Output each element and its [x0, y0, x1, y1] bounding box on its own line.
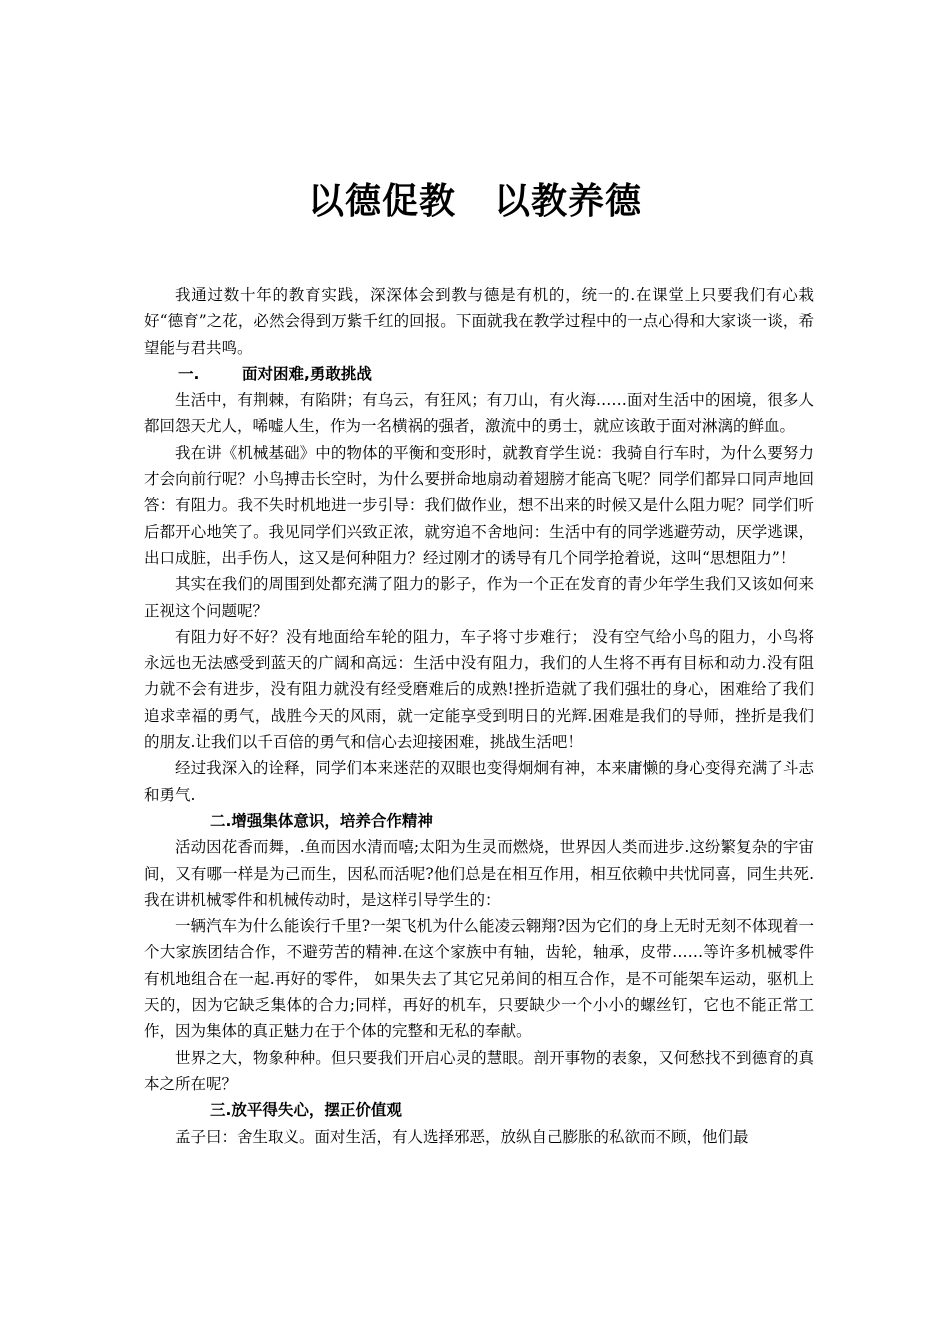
section-2-heading: 二.增强集体意识，培养合作精神: [210, 811, 433, 830]
document-body: [144, 282, 814, 1150]
section-3-heading: 三.放平得失心，摆正价值观: [210, 1101, 402, 1120]
paragraph: 有阻力好不好？没有地面给车轮的阻力，车子将寸步难行； 没有空气给小鸟的阻力，小鸟将永远也无法感受到蓝天的广阔和高远：生活中没有阻力，我们的人生将不再有目标和动力.没有阻力就不会有进步，没有阻力就没有经受磨难后的成熟!挫折造就了我们强壮的身心，困难给了我们追求幸福的勇气，战胜今天的风雨，就一定能享受到明日的光辉.困难是我们的导师，挫折是我们的朋友.让我们以千百倍的勇气和信心去迎接困难，挑战生活吧！: [144, 627, 814, 752]
section-1-number: 一.: [178, 364, 200, 383]
paragraph: 孟子曰：舍生取义。面对生活，有人选择邪恶，放纵自己膨胀的私欲而不顾，他们最: [175, 1127, 749, 1146]
paragraph: 生活中，有荆棘，有陷阱；有乌云，有狂风；有刀山，有火海……面对生活中的困境，很多人都回怨天尤人，唏嘘人生，作为一名横祸的强者，激流中的勇士，就应该敢于面对淋漓的鲜血。: [144, 391, 814, 436]
paragraph: 一辆汽车为什么能诶行千里?一架飞机为什么能凌云翱翔?因为它们的身上无时无刻不体现着一个大家族团结合作，不避劳苦的精神.在这个家族中有轴，齿轮，轴承，皮带……等许多机械零件有机地组合在一起.再好的零件， 如果失去了其它兄弟间的相互合作，是不可能架车运动，驱机上天的，因为它缺乏集体的合力;同样，再好的机车，只要缺少一个小小的螺丝钉，它也不能正常工作，因为集体的真正魅力在于个体的完整和无私的奉献。: [144, 917, 814, 1041]
page-title: [0, 174, 950, 230]
paragraph: 我在讲《机械基础》中的物体的平衡和变形时，就教育学生说：我骑自行车时，为什么要努力才会向前行呢？小鸟搏击长空时，为什么要拼命地扇动着翅膀才能高飞呢？同学们都异口同声地回答：有阻力。我不失时机地进一步引导：我们做作业，想不出来的时候又是什么阻力呢？同学们听后都开心地笑了。我见同学们兴致正浓，就穷追不舍地问：生活中有的同学逃避劳动，厌学逃课，出口成脏，出手伤人，这又是何种阻力？经过刚才的诱导有几个同学抢着说，这叫“思想阻力”！: [144, 443, 814, 567]
paragraph: 其实在我们的周围到处都充满了阻力的影子，作为一个正在发育的青少年学生我们又该如何来正视这个问题呢？: [144, 575, 814, 620]
section-1-title: 面对困难,勇敢挑战: [242, 364, 372, 383]
title-right: 以教养德: [494, 181, 643, 223]
paragraph: 经过我深入的诠释，同学们本来迷茫的双眼也变得炯炯有神，本来庸懒的身心变得充满了斗志和勇气.: [144, 759, 814, 804]
paragraph: 活动因花香而舞，.鱼而因水清而嘻;太阳为生灵而燃烧，世界因人类而进步.这纷繁复杂的宇宙间，又有哪一样是为己而生，因私而活呢?他们总是在相互作用，相互依赖中共忧同喜，同生共死.我在讲机械零件和机械传动时，是这样引导学生的：: [144, 838, 814, 909]
paragraph: 世界之大，物象种种。但只要我们开启心灵的慧眼。剖开事物的表象，又何愁找不到德育的真本之所在呢？: [144, 1048, 814, 1093]
intro-paragraph: 我通过数十年的教育实践，深深体会到教与德是有机的，统一的.在课堂上只要我们有心栽好“德育”之花，必然会得到万紫千红的回报。下面就我在教学过程中的一点心得和大家谈一谈，希望能与君共鸣。: [144, 286, 814, 357]
title-left: 以德促教: [307, 181, 456, 223]
section-1-heading: [144, 361, 814, 387]
